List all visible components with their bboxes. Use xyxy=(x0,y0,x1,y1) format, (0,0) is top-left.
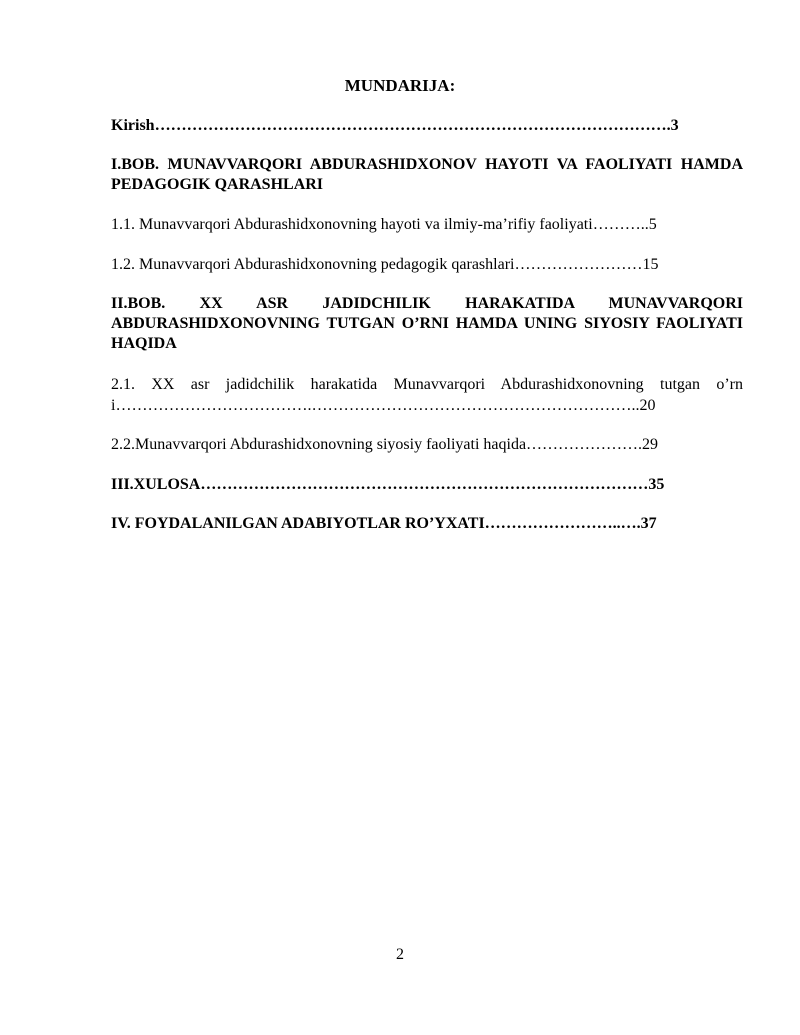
toc-section-1-1: 1.1. Munavvarqori Abdurashidxonovning hayoti va ilmiy-ma’rifiy faoliyati………..5 xyxy=(111,216,657,233)
toc-conclusion: III.XULOSA…………………………………………………………………………35 xyxy=(111,476,665,493)
toc-bibliography: IV. FOYDALANILGAN ADABIYOTLAR RO’YXATI……………………..….37 xyxy=(111,515,657,532)
toc-section-1-2: 1.2. Munavvarqori Abdurashidxonovning pedagogik qarashlari……………………15 xyxy=(111,256,659,273)
toc-entry-kirish: Kirish…………………………………………………………………………………….3 xyxy=(111,117,679,134)
toc-section-2-2: 2.2.Munavvarqori Abdurashidxonovning siyosiy faoliyati haqida………………….29 xyxy=(111,436,659,453)
toc-chapter-1-heading: I.BOB. MUNAVVARQORI ABDURASHIDXONOV HAYOTI VA FAOLIYATI HAMDA PEDAGOGIK QARASHLARI xyxy=(111,156,743,193)
toc-section-2-1: 2.1. XX asr jadidchilik harakatida Munavvarqori Abdurashidxonovning tutgan o’rni……………………………….……………………………………………………..20 xyxy=(111,376,743,414)
toc-title: MUNDARIJA: xyxy=(344,76,456,95)
toc-chapter-2-heading: II.BOB. XX ASR JADIDCHILIK HARAKATIDA MUNAVVARQORI ABDURASHIDXONOVNING TUTGAN O’RNI HAMDA UNING SIYOSIY FAOLIYATI HAQIDA xyxy=(111,295,743,352)
page-number: 2 xyxy=(396,946,404,963)
